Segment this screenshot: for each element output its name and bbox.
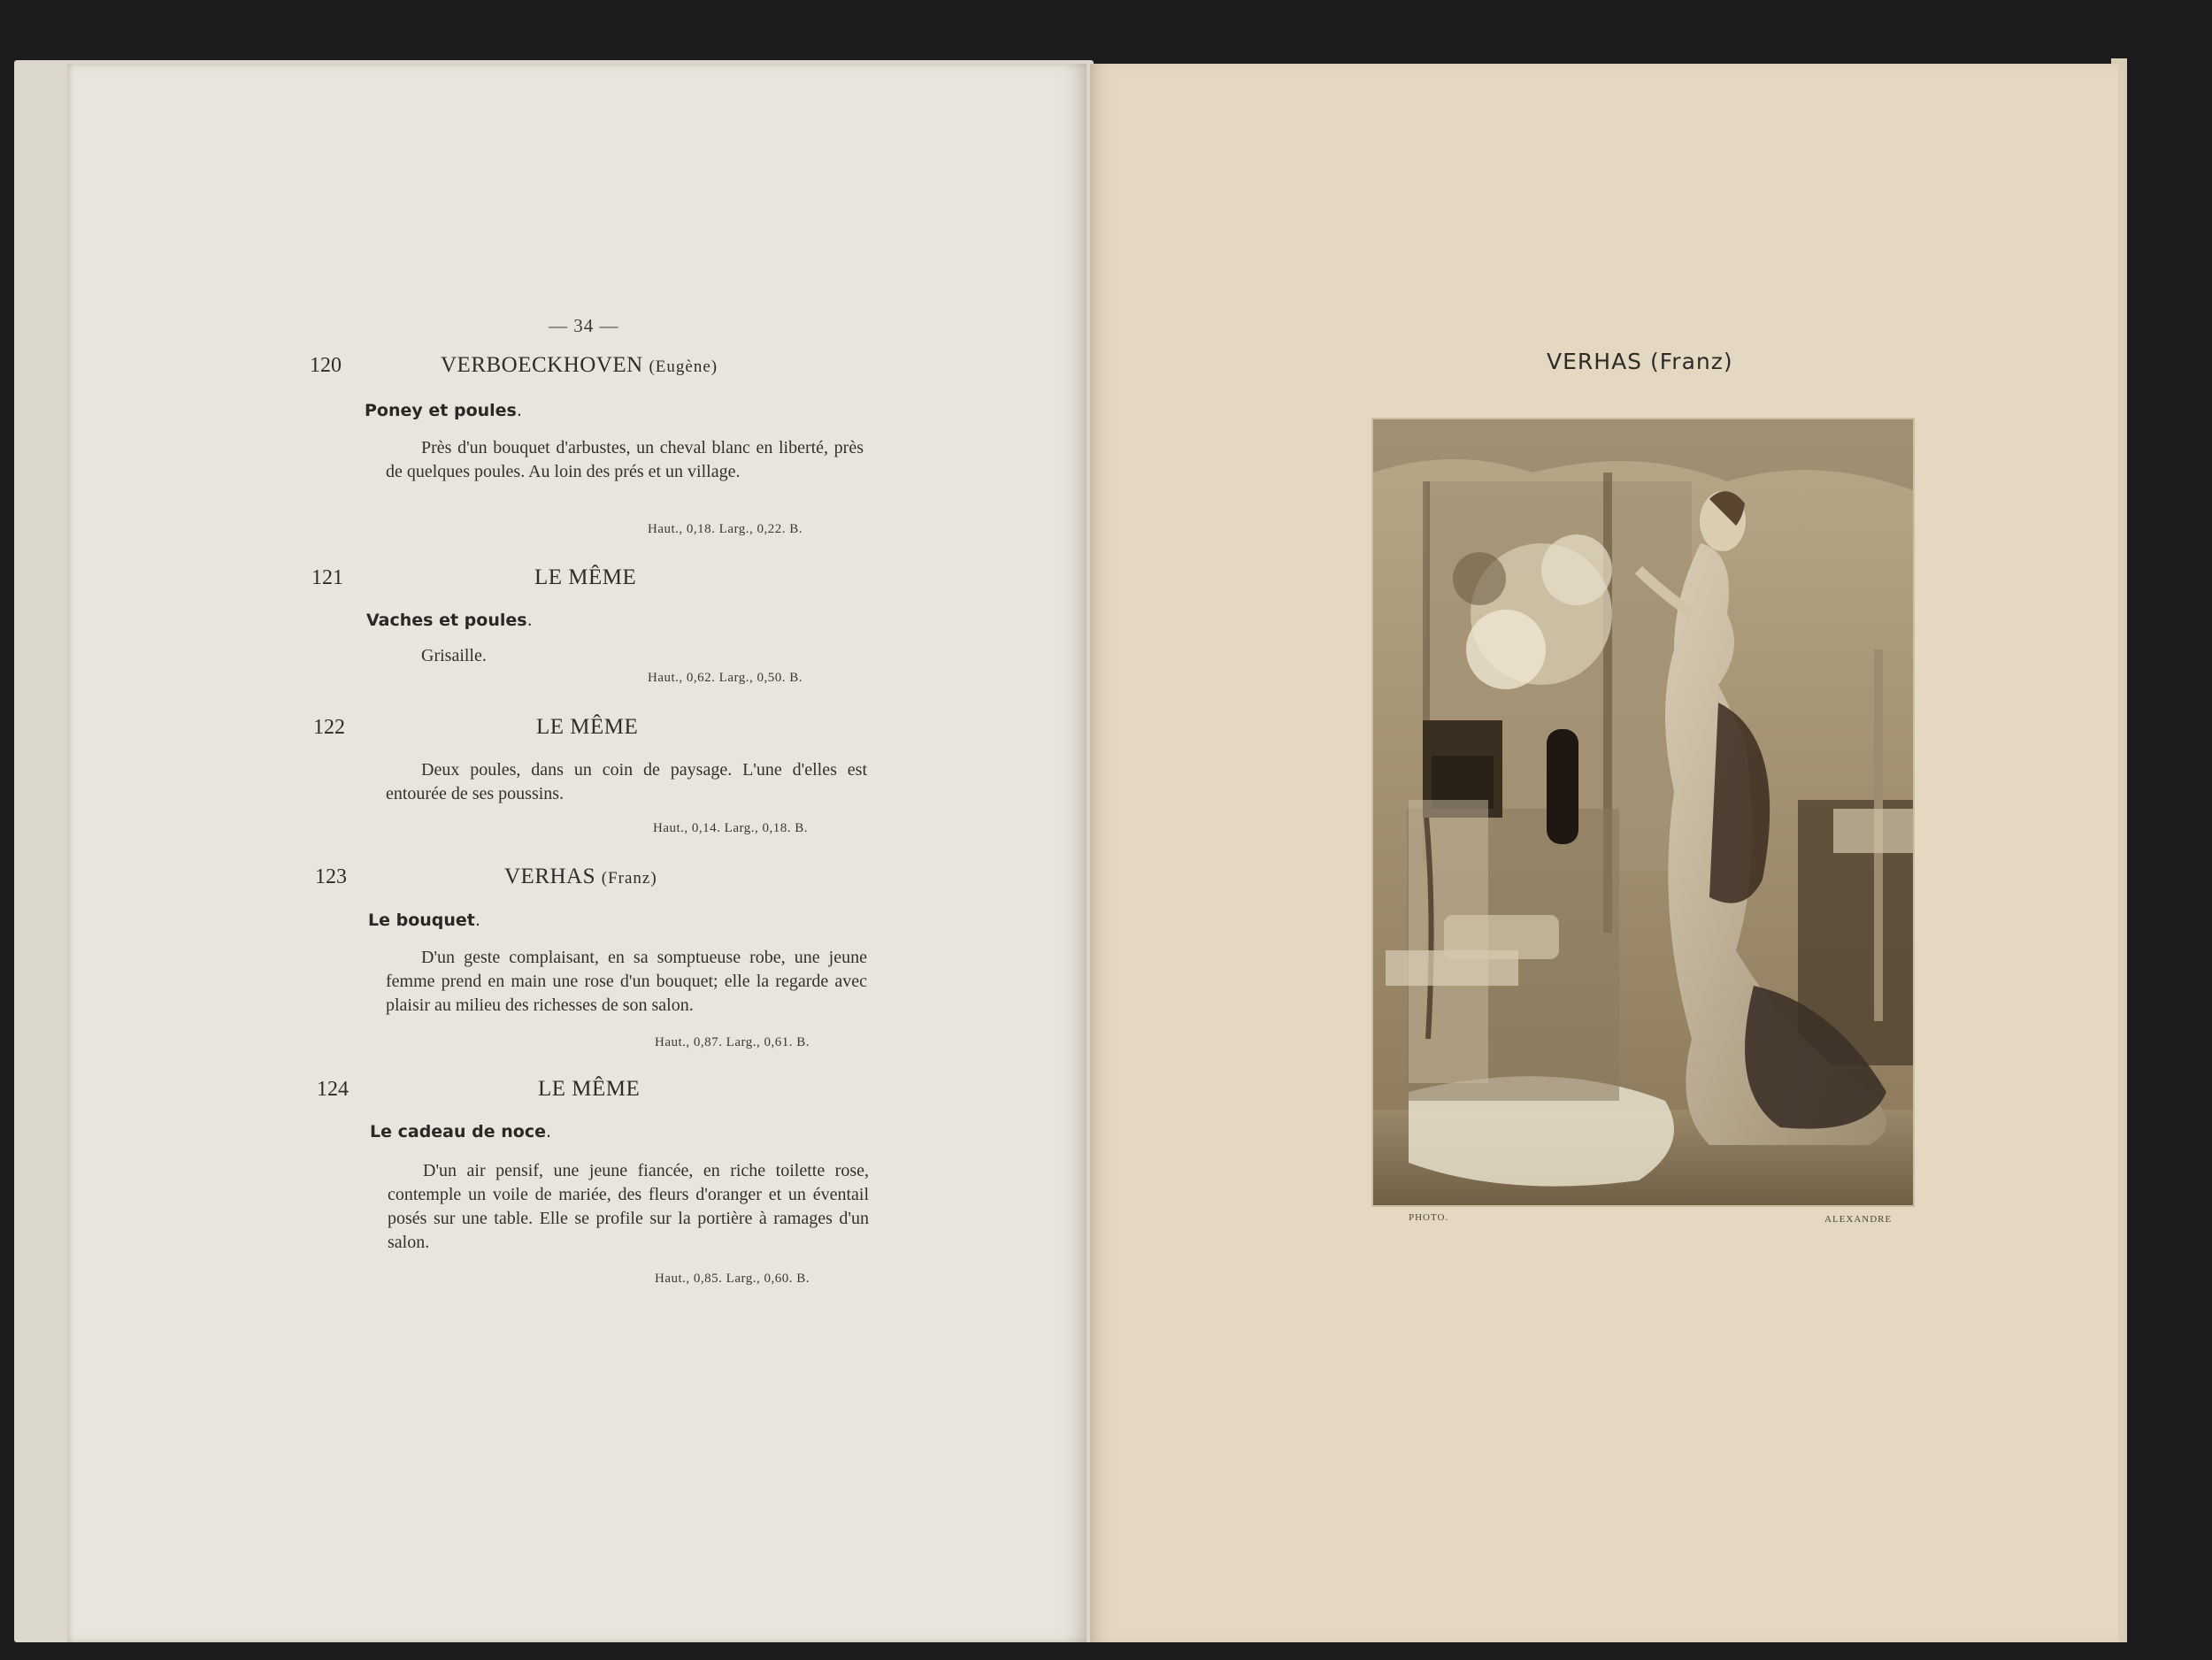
plate-title: VERHAS (Franz)	[1547, 349, 1733, 374]
title-text: Vaches et poules	[366, 611, 527, 630]
entry-dimensions: Haut., 0,87. Larg., 0,61. B.	[655, 1035, 810, 1049]
entry-description: D'un air pensif, une jeune fiancée, en riche toilette rose, contemple un voile de mariée, des fleurs d'oranger et un éventail posés sur une table. Elle se profile sur la portière à ramages d'un salon.	[388, 1161, 869, 1252]
entry-artist: LE MÊME	[534, 565, 637, 589]
title-period: .	[526, 611, 533, 630]
entry-artist: LE MÊME	[538, 1077, 641, 1101]
entry-number: 121	[311, 566, 343, 589]
artist-firstname: (Franz)	[601, 869, 657, 888]
entry-artist	[441, 353, 718, 378]
artist-firstname: (Eugène)	[649, 357, 718, 376]
artist-name: VERBOECKHOVEN	[441, 353, 643, 377]
plate-photograph	[1371, 418, 1915, 1207]
title-period: .	[474, 911, 480, 930]
entry-description: D'un geste complaisant, en sa somptueuse robe, une jeune femme prend en main une rose d'un bouquet; elle la regarde avec plaisir au milieu des richesses de son salon.	[386, 948, 867, 1015]
entry-number: 123	[315, 865, 347, 888]
title-text: Le cadeau de noce	[370, 1122, 546, 1141]
entry-title	[370, 1122, 551, 1141]
entry-title	[368, 911, 480, 930]
entry-title	[365, 401, 522, 420]
artist-name: VERHAS	[504, 865, 596, 888]
page-number: — 34 —	[549, 315, 619, 336]
entry-number: 124	[317, 1078, 349, 1101]
entry-dimensions: Haut., 0,62. Larg., 0,50. B.	[648, 671, 803, 685]
title-period: .	[516, 401, 522, 420]
painting-illustration	[1373, 419, 1913, 1205]
photographer-name: ALEXANDRE	[1824, 1214, 1893, 1225]
entry-description: Grisaille.	[421, 646, 487, 665]
entry-description: Près d'un bouquet d'arbustes, un cheval blanc en liberté, près de quelques poules. Au loin des prés et un village.	[386, 438, 864, 481]
entry-number: 120	[310, 354, 342, 377]
title-period: .	[545, 1122, 552, 1141]
entry-dimensions: Haut., 0,18. Larg., 0,22. B.	[648, 522, 803, 536]
entry-number: 122	[313, 716, 345, 739]
title-text: Le bouquet	[368, 911, 475, 930]
title-text: Poney et poules	[365, 401, 517, 420]
left-page	[67, 64, 1087, 1642]
entry-description: Deux poules, dans un coin de paysage. L'une d'elles est entourée de ses poussins.	[386, 760, 867, 803]
entry-title	[366, 611, 533, 630]
photo-credit-label: PHOTO.	[1409, 1212, 1449, 1223]
entry-dimensions: Haut., 0,14. Larg., 0,18. B.	[653, 821, 808, 835]
entry-artist	[504, 865, 657, 889]
entry-dimensions: Haut., 0,85. Larg., 0,60. B.	[655, 1272, 810, 1286]
entry-artist: LE MÊME	[536, 715, 639, 739]
